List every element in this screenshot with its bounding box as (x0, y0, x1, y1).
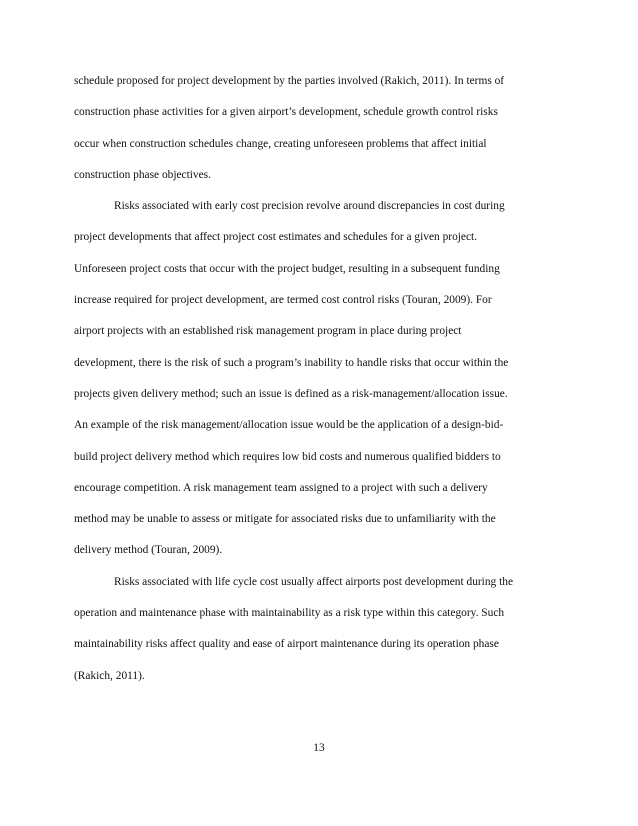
paragraph-early-cost-precision (74, 191, 570, 567)
text-line: An example of the risk management/allocation issue would be the application of a design-bid- (74, 419, 504, 432)
text-line: Risks associated with life cycle cost usually affect airports post development during the (114, 575, 513, 588)
text-line: encourage competition. A risk management team assigned to a project with such a delivery (74, 481, 488, 494)
text-line: increase required for project development, are termed cost control risks (Touran, 2009). For (74, 294, 492, 307)
text-line: Risks associated with early cost precision revolve around discrepancies in cost during (114, 200, 505, 213)
paragraph-life-cycle-cost (74, 567, 570, 692)
text-line: maintainability risks affect quality and ease of airport maintenance during its operation phase (74, 638, 499, 651)
text-line: construction phase objectives. (74, 168, 211, 181)
text-line: delivery method (Touran, 2009). (74, 544, 223, 557)
text-line: project developments that affect project cost estimates and schedules for a given project. (74, 231, 478, 244)
text-line: schedule proposed for project development by the parties involved (Rakich, 2011). In terms of (74, 75, 505, 87)
text-line: operation and maintenance phase with maintainability as a risk type within this category. Such (74, 607, 505, 620)
text-line: development, there is the risk of such a program’s inability to handle risks that occur within the (74, 356, 509, 369)
text-line: build project delivery method which requires low bid costs and numerous qualified bidders to (74, 450, 501, 463)
page-number: 13 (313, 742, 325, 754)
text-line: occur when construction schedules change, creating unforeseen problems that affect initial (74, 137, 487, 150)
text-line: construction phase activities for a given airport’s development, schedule growth control risks (74, 106, 498, 119)
text-line: (Rakich, 2011). (74, 669, 145, 682)
text-line: airport projects with an established risk management program in place during project (74, 325, 462, 338)
text-line: projects given delivery method; such an issue is defined as a risk-management/allocation issue. (74, 387, 508, 400)
body-text (74, 66, 570, 692)
paragraph-schedule-growth (74, 66, 570, 191)
text-line: method may be unable to assess or mitigate for associated risks due to unfamiliarity with the (74, 513, 496, 526)
text-line: Unforeseen project costs that occur with the project budget, resulting in a subsequent funding (74, 262, 500, 275)
